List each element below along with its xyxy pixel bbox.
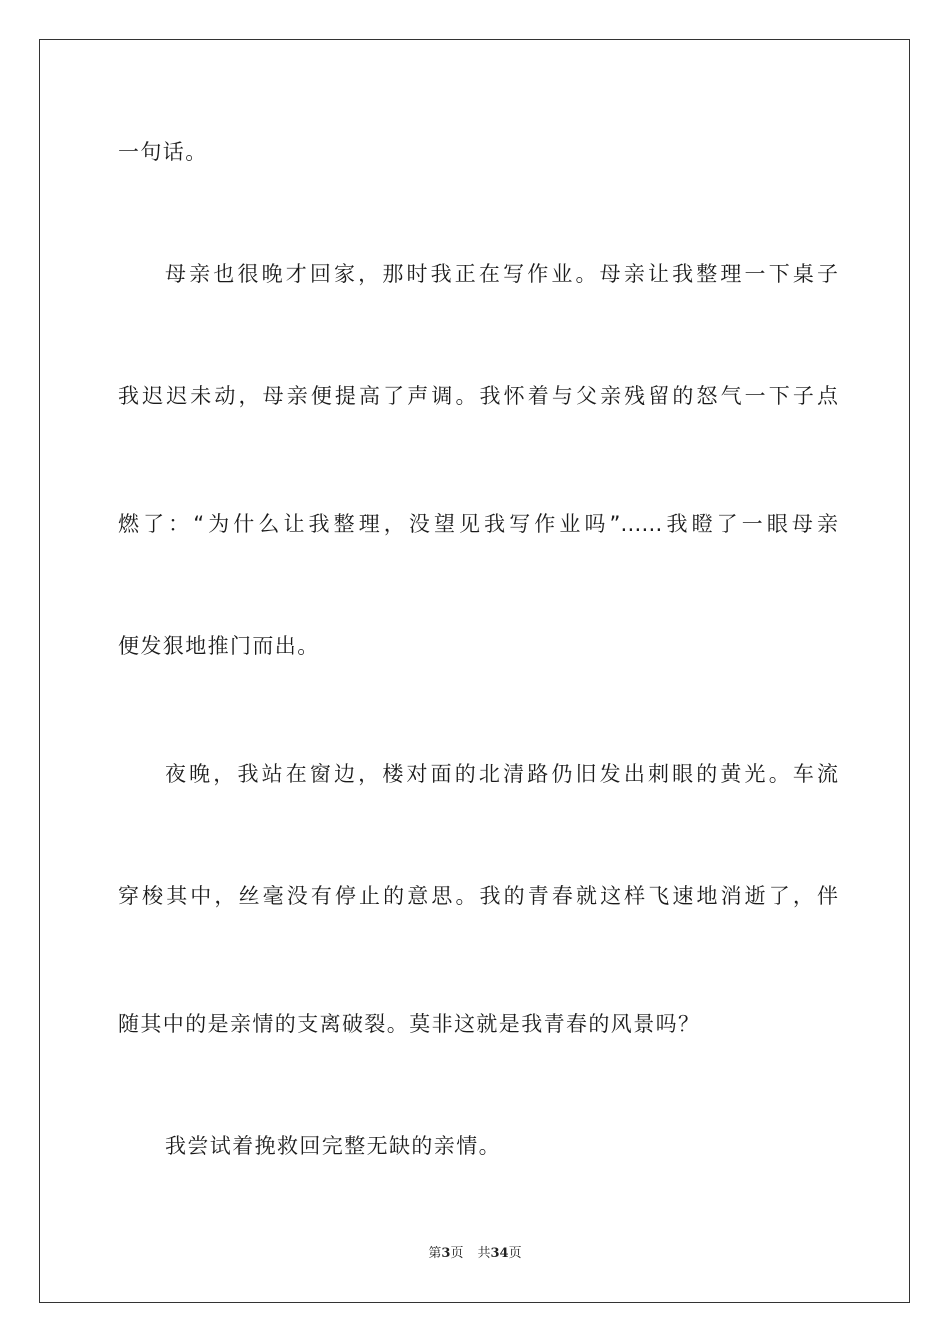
total-pages-label: 共34页	[477, 1246, 522, 1261]
page-border	[39, 39, 910, 1303]
text-line-8: 随其中的是亲情的支离破裂。莫非这就是我青春的风景吗？	[118, 1012, 701, 1036]
text-line-3: 我迟迟未动，母亲便提高了声调。我怀着与父亲残留的怒气一下子点	[118, 384, 838, 408]
text-line-6: 夜晚，我站在窗边，楼对面的北清路仍旧发出刺眼的黄光。车流	[165, 762, 838, 786]
text-line-1: 一句话。	[118, 140, 208, 164]
text-line-4: 燃了：“为什么让我整理，没望见我写作业吗”……我瞪了一眼母亲	[118, 512, 838, 536]
text-line-9: 我尝试着挽救回完整无缺的亲情。	[165, 1134, 501, 1158]
text-line-5: 便发狠地推门而出。	[118, 634, 320, 658]
text-line-7: 穿梭其中，丝毫没有停止的意思。我的青春就这样飞速地消逝了，伴	[118, 884, 838, 908]
page-number-label: 第3页	[428, 1246, 464, 1261]
text-line-2: 母亲也很晚才回家，那时我正在写作业。母亲让我整理一下桌子	[165, 262, 838, 286]
page-footer	[0, 1245, 950, 1263]
